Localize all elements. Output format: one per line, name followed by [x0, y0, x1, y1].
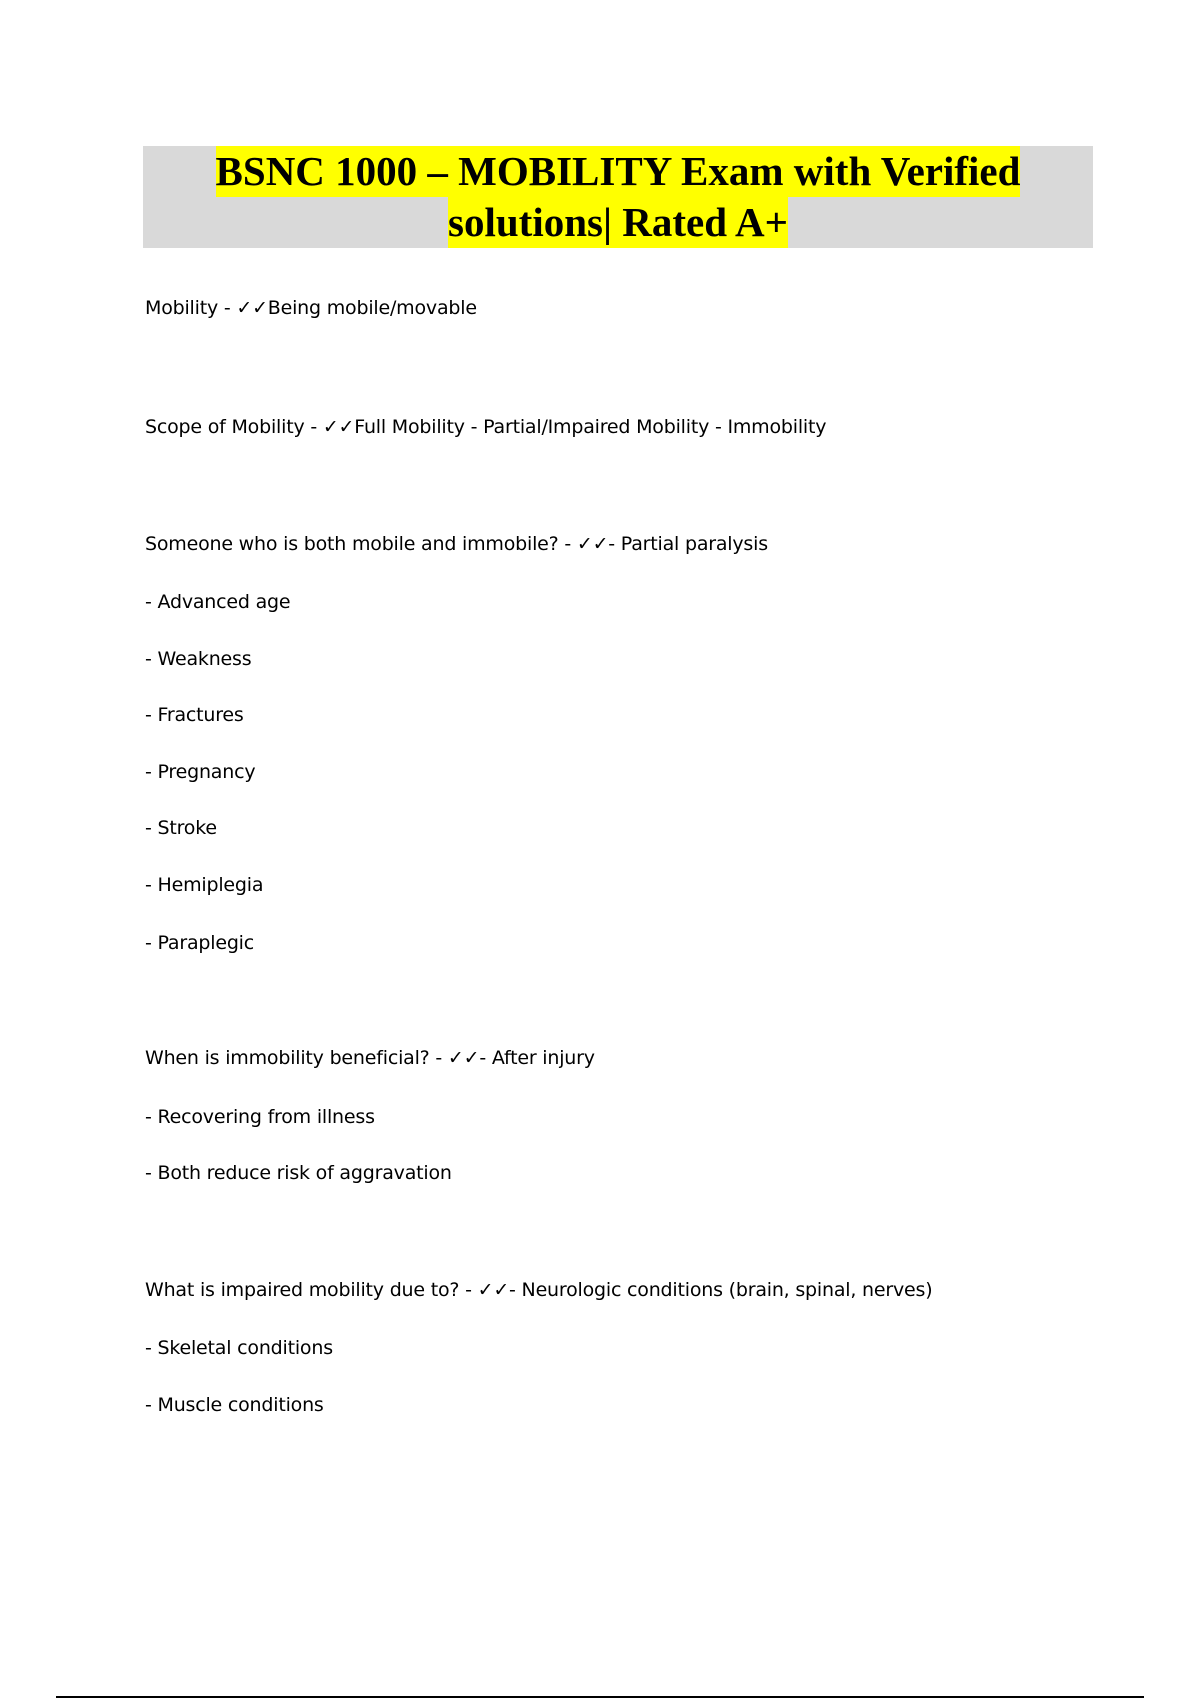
list-item: - Stroke: [145, 817, 217, 839]
flashcard-mobility: Mobility - ✓✓Being mobile/movable: [145, 297, 477, 319]
page-bottom-rule: [56, 1696, 1144, 1698]
list-item: - Recovering from illness: [145, 1106, 375, 1128]
list-item: - Advanced age: [145, 591, 291, 613]
flashcard-mobile-and-immobile: Someone who is both mobile and immobile? - ✓✓- Partial paralysis: [145, 533, 768, 555]
flashcard-immobility-beneficial: When is immobility beneficial? - ✓✓- After injury: [145, 1047, 595, 1069]
title-line-1: BSNC 1000 – MOBILITY Exam with Verified: [216, 146, 1021, 197]
list-item: - Fractures: [145, 704, 244, 726]
title-line-2: solutions| Rated A+: [448, 197, 788, 248]
list-item: - Pregnancy: [145, 761, 256, 783]
list-item: - Weakness: [145, 648, 252, 670]
flashcard-impaired-mobility-causes: What is impaired mobility due to? - ✓✓- Neurologic conditions (brain, spinal, nerves): [145, 1279, 933, 1301]
list-item: - Hemiplegia: [145, 874, 264, 896]
flashcard-scope-of-mobility: Scope of Mobility - ✓✓Full Mobility - Partial/Impaired Mobility - Immobility: [145, 416, 827, 438]
title-banner: [143, 146, 1093, 248]
list-item: - Skeletal conditions: [145, 1337, 333, 1359]
list-item: - Paraplegic: [145, 932, 255, 954]
list-item: - Muscle conditions: [145, 1394, 324, 1416]
list-item: - Both reduce risk of aggravation: [145, 1162, 452, 1184]
